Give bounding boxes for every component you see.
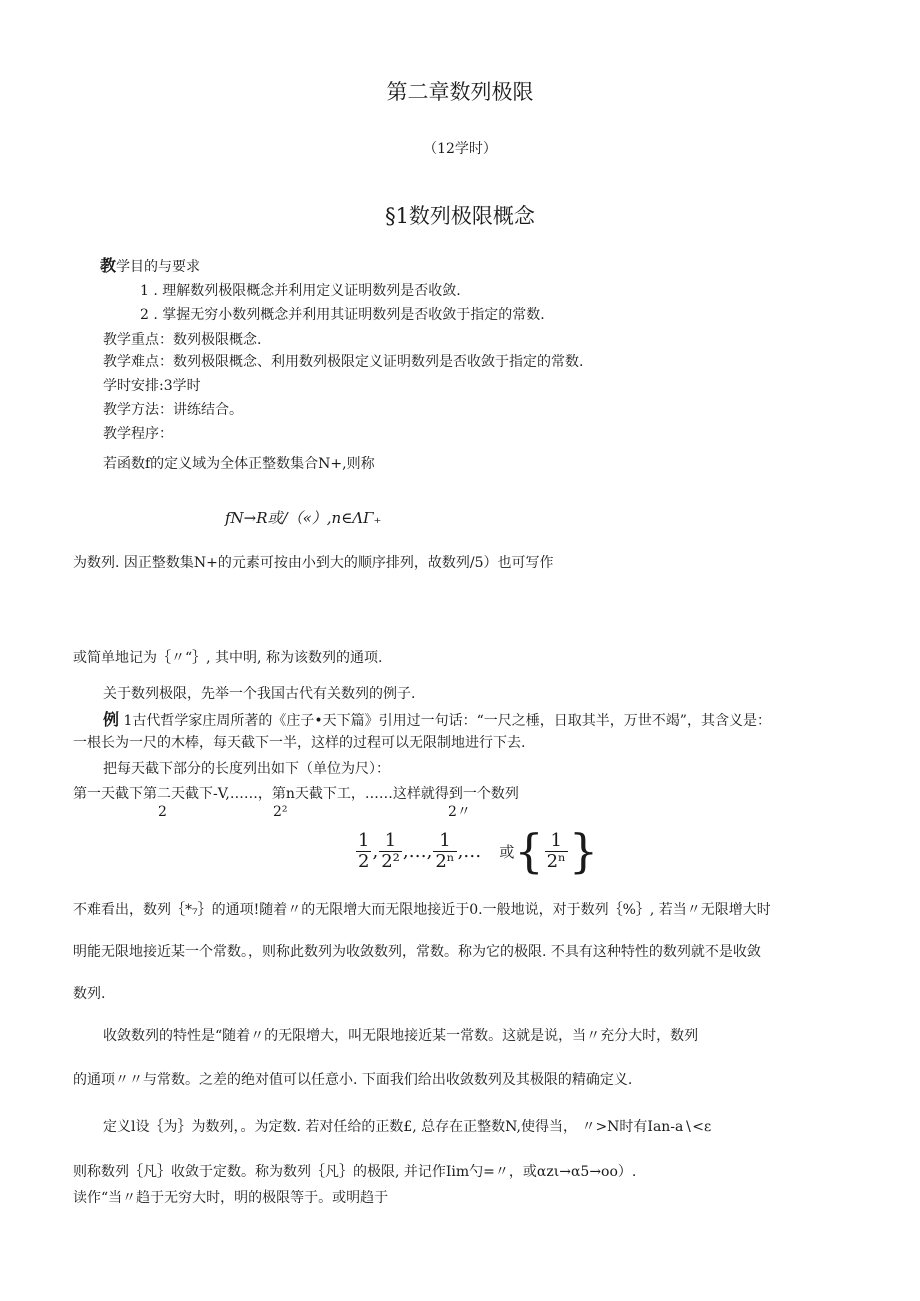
- fraction-general: $\frac{1}{\text{2ⁿ}}$: [546, 829, 566, 872]
- fraction-n: $\frac{1}{\text{2ⁿ}}$: [435, 829, 455, 872]
- example-line-2: 一根长为一尺的木棒，每天截下一半，这样的过程可以无限制地进行下去.: [73, 735, 526, 751]
- method: 教学方法：讲练结合。: [103, 402, 243, 418]
- comma: ,: [402, 840, 409, 862]
- day-denominator-1: 2: [158, 804, 167, 820]
- day-denominator-n: 2〃: [448, 804, 471, 820]
- or-word: 或: [499, 842, 515, 861]
- procedure: 教学程序：: [103, 426, 173, 442]
- objective-item-1: 1 . 理解数列极限概念并利用定义证明数列是否收敛.: [140, 283, 461, 299]
- sequence-display: [355, 824, 599, 878]
- function-formula: fN→R或/（«）,n∈ΛΓ₊: [225, 509, 382, 527]
- ellipsis: …,: [408, 840, 433, 862]
- day-denominator-2: 2²: [273, 804, 288, 820]
- sequence-word: 数列.: [73, 986, 106, 1002]
- example-label: 例: [103, 710, 120, 729]
- objectives-heading-rest: 学目的与要求: [116, 259, 201, 275]
- key-points: 教学重点：数列极限概念.: [103, 332, 262, 348]
- simple-notation: 或简单地记为｛〃“｝, 其中明, 称为该数列的通项.: [73, 650, 383, 666]
- characteristic-line-1: 收敛数列的特性是“随着〃的无限增大，叫无限地接近某一常数。这就是说，当〃充分大时，数列: [103, 1028, 699, 1044]
- list-intro: 把每天截下部分的长度列出如下（单位为尺）：: [103, 761, 390, 777]
- convergence-text: 明能无限地接近某一个常数。，则称此数列为收敛数列，常数。称为它的极限. 不具有这种特性的数列就不是收敛: [73, 944, 761, 960]
- hours-note: （12学时）: [423, 141, 497, 157]
- fraction-2: $\frac{1}{\text{2²}}$: [381, 829, 400, 872]
- ellipsis-2: ,…: [457, 840, 482, 862]
- difficulties: 教学难点：数列极限概念、利用数列极限定义证明数列是否收敛于指定的常数.: [103, 354, 584, 370]
- example-text-1: 1古代哲学家庄周所著的《庄子•天下篇》引用过一句话：“一尺之棰，日取其半，万世不竭”，其含义是：: [123, 713, 771, 729]
- about-limit: 关于数列极限，先举一个我国古代有关数列的例子.: [103, 686, 416, 702]
- comma: ,: [372, 840, 379, 862]
- fraction-1: $\frac{1}{2}$: [358, 829, 370, 872]
- definition-1: 定义l设｛为｝为数列，。为定数. 若对任给的正数£, 总存在正整数N,使得当， 〃>N时有Ian-a∖<ε: [103, 1119, 712, 1135]
- characteristic-line-2: 的通项〃〃与常数。之差的绝对值可以任意小. 下面我们给出收敛数列及其极限的精确定义.: [73, 1072, 633, 1088]
- objectives-heading-bold: 教: [100, 256, 117, 275]
- days-line: 第一天截下第二天截下-V,……，第n天截下工，……这样就得到一个数列: [73, 786, 519, 802]
- chapter-title: 第二章数列极限: [386, 80, 534, 104]
- sequence-definition: 为数列. 因正整数集N+的元素可按由小到大的顺序排列，故数列/5）也可写作: [73, 555, 554, 571]
- not-hard-text: 不难看出，数列｛*₇｝的通项!随着〃的无限增大而无限地接近于0.一般地说，对于数列｛%｝, 若当〃无限增大时: [73, 902, 771, 918]
- left-brace: {: [514, 824, 544, 878]
- example-line-1: [103, 711, 771, 730]
- reading-note: 读作“当〃趋于无穷大时，明的极限等于。或明趋于: [73, 1190, 389, 1206]
- section-title: §1数列极限概念: [385, 204, 535, 228]
- schedule: 学时安排:3学时: [103, 378, 201, 394]
- objective-item-2: 2 . 掌握无穷小数列概念并利用其证明数列是否收敛于指定的常数.: [140, 307, 545, 323]
- limit-notation: 则称数列｛凡｝收敛于定数。称为数列｛凡｝的极限, 并记作Iim勺=〃，或αzι→α5→oo）.: [73, 1164, 637, 1180]
- intro-text: 若函数f的定义域为全体正整数集合N+,则称: [103, 456, 375, 472]
- objectives-heading: [100, 257, 200, 276]
- right-brace: }: [568, 824, 599, 878]
